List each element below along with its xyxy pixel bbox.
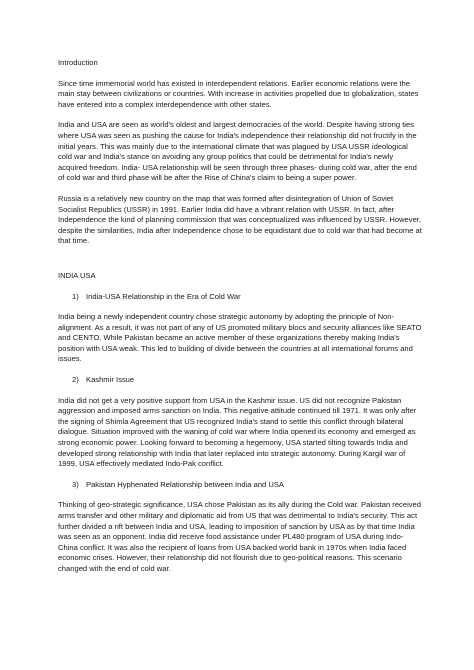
intro-paragraph-1: Since time immemorial world has existed in interdependent relations. Earlier economic relations were the main stay between civilizations or countries. With increase in activities propelled due to globalization, states have entered into a complex interdependence with other states. — [58, 78, 419, 109]
subsection-3-heading — [58, 480, 422, 491]
intro-paragraph-3: Russia is a relatively new country on the map that was formed after disintegration of Union of Soviet Socialist Republics (USSR) in 1991. Earlier India did have a vibrant relation with USSR. In fact, after Independence the kind of planning commission that was conceptualized was influenced by USSR. However, despite the similarities, India after Independence chose to be equidistant due to cold war that had become at that time. — [58, 193, 422, 246]
subsection-2-title: Kashmir Issue — [86, 375, 135, 385]
section-heading: INDIA USA — [58, 270, 96, 280]
subsection-1-heading — [58, 292, 422, 303]
subsection-2-number: 2) — [72, 375, 79, 385]
subsection-2-body: India did not get a very positive support from USA in the Kashmir issue. US did not recognize Pakistan aggression and imposed arms sanction on India. This negative attitude continued till 1971. It was only after the signing of Shimla Agreement that US recognized India's stand to settle this conflict through bilateral dialogue. Situation improved with the waning of cold war where India opened its economy and emerged as strong economic power. Looking forward to becoming a hegemony, USA started tilting towards India and developed strong relationship with India that later replaced into strategic autonomy. During Kargil war of 1999, USA effectively mediated Indo-Pak conflict. — [58, 395, 417, 469]
subsection-1-body: India being a newly independent country chose strategic autonomy by adopting the principle of Non-alignment. As a result, it was not part of any of US promoted military blocs and security alliances like SEATO and CENTO. While Pakistan became an active member of these organizations thereby making India's position with USA weak. This led to building of divide between the countries at all international forums and issues. — [58, 312, 422, 364]
intro-paragraph-2: India and USA are seen as world's oldest and largest democracies of the world. Despite having strong ties where USA was seen as pushing the cause for India's independence their relationship did not fructify in the initial years. This was mainly due to the international climate that was plagued by USA USSR ideological cold war and India's stance on avoiding any group politics that could be detrimental for India's newly acquired freedom. India- USA relationship will be seen through three phases- during cold war, after the end of cold war and third phase will be after the Rise of China's claim to being a super power. — [58, 120, 417, 183]
subsection-1-title: India-USA Relationship in the Era of Cold War — [86, 291, 241, 301]
section-spacer — [58, 257, 422, 271]
intro-heading: Introduction — [58, 58, 98, 67]
subsection-2-heading — [58, 375, 422, 386]
subsection-3-number: 3) — [72, 479, 79, 489]
subsection-3-body: Thinking of geo-strategic significance, USA chose Pakistan as its ally during the Cold war. Pakistan received arms transfer and other military and diplomatic aid from US that was detrimental to India's security. This act further divided a rift between India and USA, leading to imposition of sanction by USA as by that time India was seen as an opponent. India did receive food assistance under PL480 program of USA during Indo-China conflict. It was also the recipient of loans from USA backed world bank in 1970s when India faced economic crises. However, their relationship did not flourish due to geo-political reasons. This scenario changed with the end of cold war. — [58, 500, 421, 573]
subsection-1-number: 1) — [72, 291, 79, 301]
subsection-3-title: Pakistan Hyphenated Relationship between India and USA — [86, 479, 284, 489]
